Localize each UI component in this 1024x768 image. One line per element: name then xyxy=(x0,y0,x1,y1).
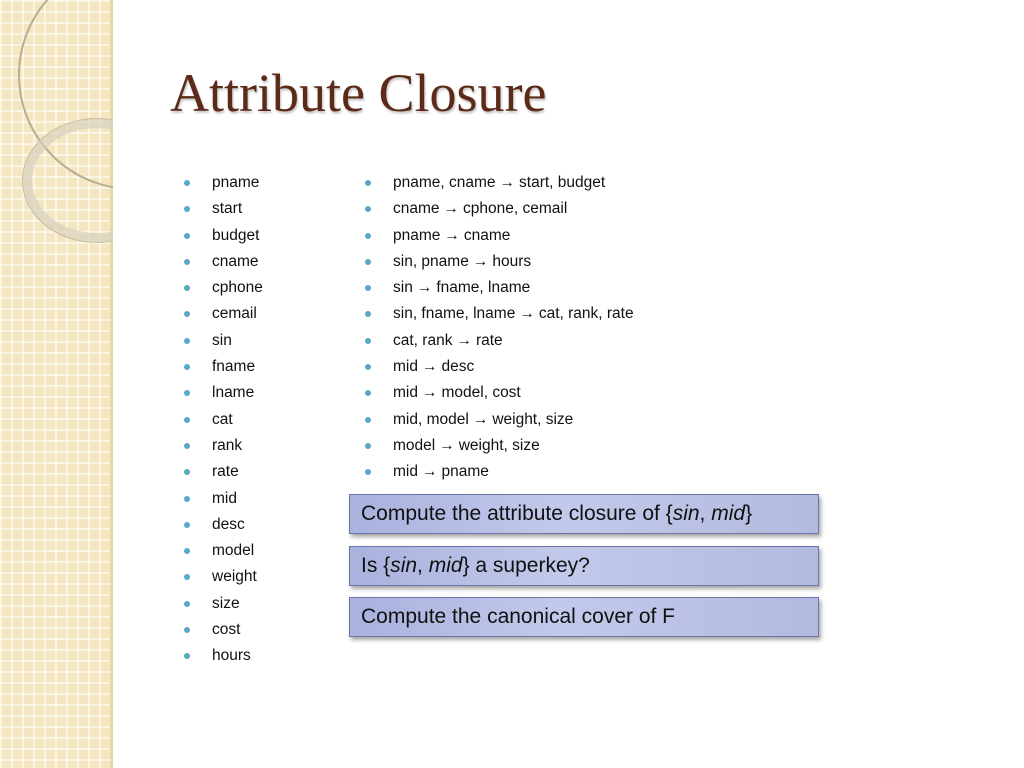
dependency-lhs: mid xyxy=(393,358,418,376)
question-attr: sin xyxy=(390,554,418,577)
dependency-lhs: model xyxy=(393,436,436,454)
question-attr: mid xyxy=(711,502,746,525)
attribute-label: cname xyxy=(212,252,259,270)
bullet-icon xyxy=(184,522,190,528)
bullet-icon xyxy=(365,338,371,344)
question-box-canonical-cover xyxy=(349,597,819,637)
question-text: } a superkey? xyxy=(462,554,590,577)
bullet-icon xyxy=(184,180,190,186)
question-sep: , xyxy=(417,554,429,577)
attribute-label: rank xyxy=(212,436,243,454)
attribute-item xyxy=(184,275,263,301)
arrow-icon: → xyxy=(456,331,472,349)
attribute-label: hours xyxy=(212,647,251,665)
attribute-item xyxy=(184,591,263,617)
bullet-icon xyxy=(184,233,190,239)
bullet-icon xyxy=(184,574,190,580)
dependency-lhs: mid xyxy=(393,384,418,402)
dependency-lhs: sin xyxy=(393,279,413,297)
dependency-rhs: pname xyxy=(441,463,489,481)
arrow-icon: → xyxy=(519,305,535,323)
dependency-rhs: start, budget xyxy=(519,174,606,191)
question-sep: , xyxy=(699,502,712,525)
attribute-item xyxy=(184,512,263,538)
bullet-icon xyxy=(184,496,190,502)
question-attr: mid xyxy=(428,554,463,577)
attribute-label: cemail xyxy=(212,305,257,323)
attribute-label: rate xyxy=(212,463,239,481)
attribute-item xyxy=(184,617,263,643)
bullet-icon xyxy=(184,627,190,633)
attribute-item xyxy=(184,538,263,564)
bullet-icon xyxy=(184,338,190,344)
attribute-label: budget xyxy=(212,226,260,244)
dependency-item xyxy=(365,328,634,354)
attribute-item xyxy=(184,223,263,249)
bullet-icon xyxy=(184,285,190,291)
arrow-icon: → xyxy=(472,410,489,428)
dependency-item xyxy=(365,275,634,301)
question-text: Compute the attribute closure of { xyxy=(361,502,673,525)
dependency-lhs: cname xyxy=(393,200,440,218)
bullet-icon xyxy=(365,443,371,449)
dependency-item xyxy=(365,380,634,406)
dependency-list xyxy=(365,170,634,486)
attribute-label: desc xyxy=(212,515,245,533)
dependency-item xyxy=(365,196,634,222)
arrow-icon: → xyxy=(421,384,438,402)
bullet-icon xyxy=(365,180,371,186)
attribute-label: fname xyxy=(212,358,256,376)
attribute-label: cphone xyxy=(212,279,263,297)
bullet-icon xyxy=(365,206,371,212)
bullet-icon xyxy=(365,285,371,291)
dependency-rhs: cname xyxy=(463,226,511,244)
bullet-icon xyxy=(365,233,371,239)
attribute-item xyxy=(184,564,263,590)
arrow-icon: → xyxy=(499,174,516,191)
bullet-icon xyxy=(365,259,371,265)
bullet-icon xyxy=(184,206,190,212)
attribute-label: size xyxy=(212,594,240,612)
attribute-label: mid xyxy=(212,489,237,507)
attribute-item xyxy=(184,433,263,459)
question-attr: sin xyxy=(672,502,700,525)
dependency-item xyxy=(365,223,634,249)
bullet-icon xyxy=(184,469,190,475)
attribute-label: weight xyxy=(212,568,257,586)
attribute-label: pname xyxy=(212,174,260,191)
attribute-label: cost xyxy=(212,621,241,639)
question-text: Is { xyxy=(361,554,391,577)
question-text: } xyxy=(745,502,753,525)
bullet-icon xyxy=(184,390,190,396)
attribute-item xyxy=(184,170,263,196)
bullet-icon xyxy=(365,469,371,475)
dependency-item xyxy=(365,170,634,196)
dependency-lhs: mid, model xyxy=(393,410,469,428)
dependency-lhs: sin, fname, lname xyxy=(393,305,516,323)
attribute-item xyxy=(184,380,263,406)
arrow-icon: → xyxy=(421,358,438,376)
dependency-item xyxy=(365,354,634,380)
dependency-item xyxy=(365,301,634,327)
bullet-icon xyxy=(184,443,190,449)
dependency-rhs: model, cost xyxy=(441,384,521,402)
dependency-rhs: cphone, cemail xyxy=(463,200,568,218)
dependency-rhs: fname, lname xyxy=(436,279,531,297)
arrow-icon: → xyxy=(421,463,438,481)
bullet-icon xyxy=(365,311,371,317)
dependency-lhs: mid xyxy=(393,463,418,481)
slide-title: Attribute Closure xyxy=(170,63,547,123)
dependency-lhs: cat, rank xyxy=(393,331,453,349)
dependency-rhs: weight, size xyxy=(492,410,574,428)
dependency-lhs: sin, pname xyxy=(393,252,469,270)
dependency-item xyxy=(365,459,634,485)
attribute-item xyxy=(184,328,263,354)
attribute-item xyxy=(184,459,263,485)
attribute-item xyxy=(184,486,263,512)
dependency-item xyxy=(365,249,634,275)
dependency-rhs: weight, size xyxy=(458,436,540,454)
question-box-closure xyxy=(349,494,819,534)
attribute-list xyxy=(184,170,263,670)
dependency-item xyxy=(365,407,634,433)
bullet-icon xyxy=(184,311,190,317)
attribute-item xyxy=(184,354,263,380)
attribute-label: cat xyxy=(212,410,233,428)
dependency-rhs: hours xyxy=(492,252,532,270)
attribute-item xyxy=(184,249,263,275)
dependency-rhs: desc xyxy=(441,358,475,376)
dependency-item xyxy=(365,433,634,459)
bullet-icon xyxy=(184,417,190,423)
bullet-icon xyxy=(184,259,190,265)
attribute-item xyxy=(184,196,263,222)
question-box-superkey xyxy=(349,546,819,586)
attribute-label: model xyxy=(212,542,255,560)
bullet-icon xyxy=(365,364,371,370)
bullet-icon xyxy=(184,653,190,659)
dependency-rhs: rate xyxy=(475,331,503,349)
arrow-icon: → xyxy=(443,200,460,218)
dependency-rhs: cat, rank, rate xyxy=(538,305,634,323)
attribute-label: sin xyxy=(212,331,232,349)
dependency-lhs: pname xyxy=(393,226,441,244)
arrow-icon: → xyxy=(439,436,455,454)
bullet-icon xyxy=(184,548,190,554)
attribute-item xyxy=(184,643,263,669)
bullet-icon xyxy=(365,417,371,423)
arrow-icon: → xyxy=(416,279,433,297)
dependency-lhs: pname, cname xyxy=(393,174,496,191)
arrow-icon: → xyxy=(472,252,489,270)
attribute-label: start xyxy=(212,200,243,218)
question-text: Compute the canonical cover of F xyxy=(361,605,675,628)
attribute-item xyxy=(184,301,263,327)
attribute-item xyxy=(184,407,263,433)
arrow-icon: → xyxy=(444,226,460,244)
bullet-icon xyxy=(184,364,190,370)
attribute-label: lname xyxy=(212,384,255,402)
bullet-icon xyxy=(365,390,371,396)
bullet-icon xyxy=(184,601,190,607)
